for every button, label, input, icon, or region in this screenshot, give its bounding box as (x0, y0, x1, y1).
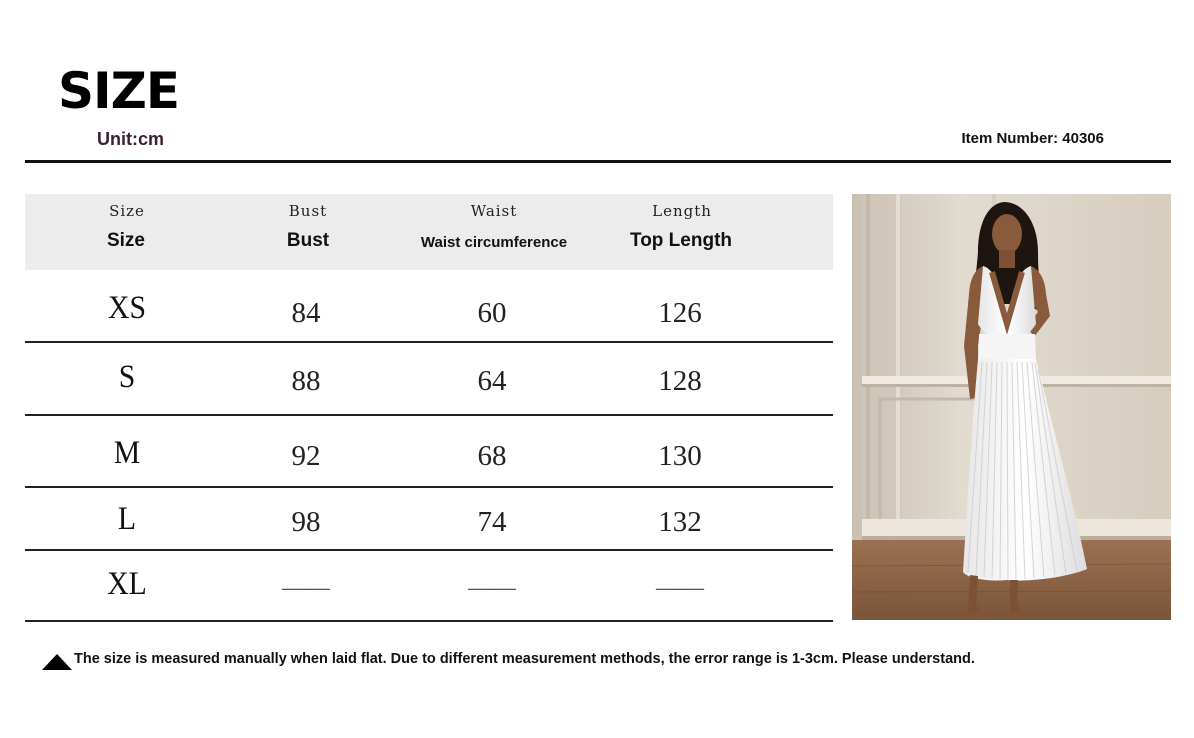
bust-cell: 88 (291, 365, 321, 397)
size-cell: M (113, 435, 141, 471)
length-cell: 130 (658, 440, 702, 472)
bust-cell: 84 (291, 297, 321, 329)
table-row (25, 270, 833, 343)
header-bust-top: Bust (288, 202, 328, 220)
bust-cell: —— (282, 575, 330, 601)
triangle-up-icon (42, 654, 72, 670)
waist-cell: —— (468, 575, 516, 601)
length-cell: 126 (658, 297, 702, 329)
waist-cell: 60 (477, 297, 507, 329)
measurement-note (42, 648, 975, 670)
length-cell: 132 (658, 506, 702, 538)
size-cell: L (117, 501, 137, 537)
table-row (25, 488, 833, 551)
model-photo-illustration (852, 194, 1171, 620)
size-cell: S (118, 359, 136, 395)
size-cell: XS (108, 290, 146, 326)
header-length: Top Length (629, 230, 733, 251)
model-photo (852, 194, 1171, 620)
bust-cell: 92 (291, 440, 321, 472)
size-cell: XL (107, 566, 147, 602)
header-bust: Bust (286, 230, 330, 251)
note-text: The size is measured manually when laid flat. Due to different measurement methods, the error range is 1-3cm. Please understand. (74, 651, 975, 667)
waist-cell: 68 (477, 440, 507, 472)
waist-cell: 64 (477, 365, 507, 397)
table-header (25, 194, 833, 270)
header-waist: Waist circumference (420, 234, 568, 251)
length-cell: —— (656, 575, 704, 601)
unit-label: Unit:cm (97, 129, 164, 149)
header-size: Size (106, 230, 146, 251)
bust-cell: 98 (291, 506, 321, 538)
waist-cell: 74 (477, 506, 507, 538)
length-cell: 128 (658, 365, 702, 397)
header-length-top: Length (652, 202, 712, 220)
header-size-top: Size (109, 202, 145, 220)
item-number: Item Number: 40306 (961, 130, 1104, 147)
table-row (25, 343, 833, 416)
top-divider (25, 160, 1171, 163)
table-row (25, 551, 833, 622)
header-waist-top: Waist (470, 202, 518, 220)
size-table (25, 194, 833, 622)
table-row (25, 416, 833, 488)
size-title: SIZE (58, 62, 180, 120)
